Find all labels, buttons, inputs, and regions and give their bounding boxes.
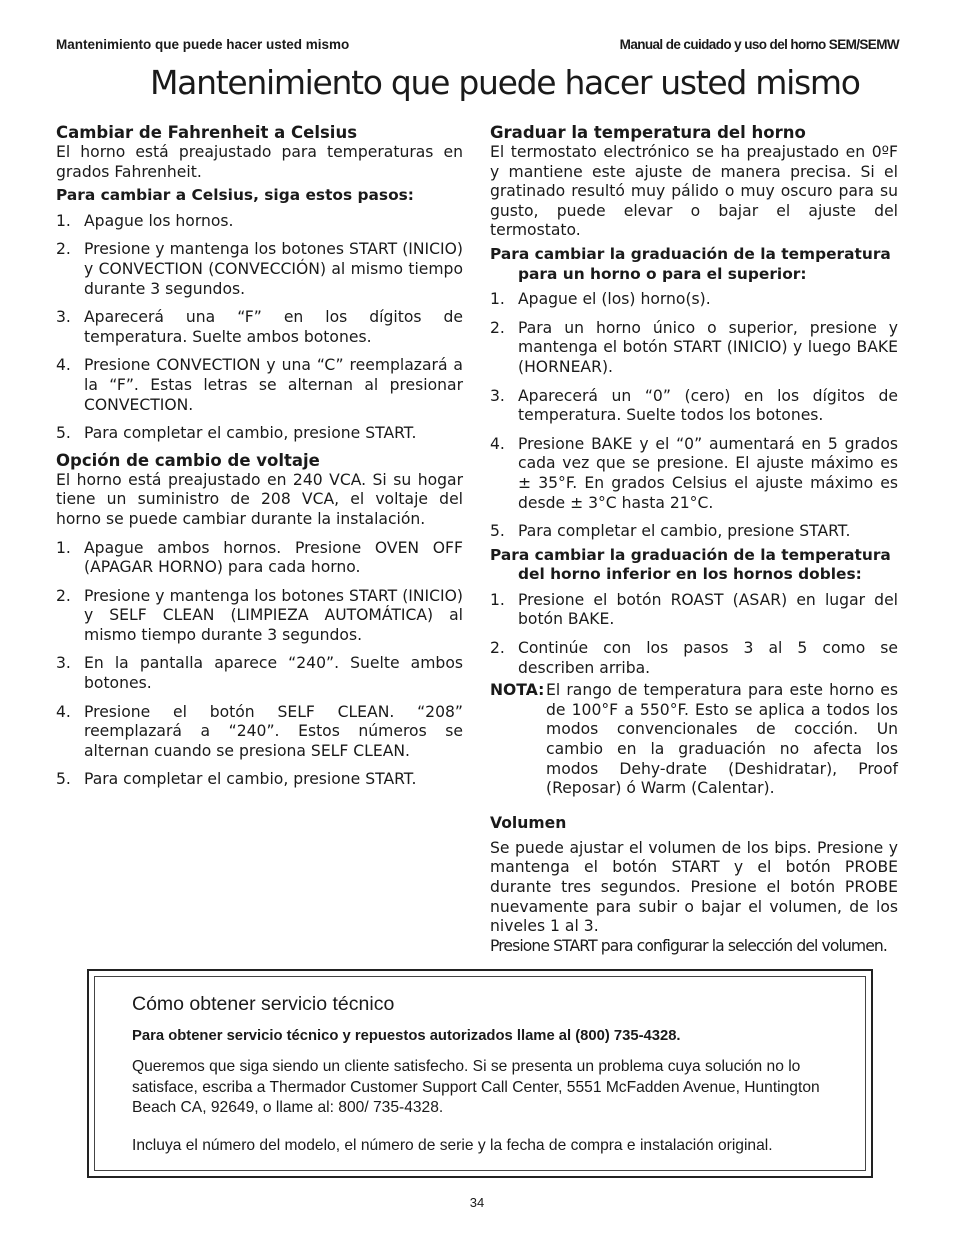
step-text: Presione el botón SELF CLEAN. “208” reemplazará a “240”. Estos números se alternan cuando se presiona SELF CLEAN.	[84, 702, 463, 760]
temperature-lead-lower: Para cambiar la graduación de la temperatura del horno inferior en los hornos dobles:	[490, 545, 891, 584]
note	[490, 681, 898, 799]
step-number: 4.	[56, 356, 71, 375]
step-text: Aparecerá un “0” (cero) en los dígitos de temperatura. Suelte todos los botones.	[518, 386, 898, 425]
step-text: Presione y mantenga los botones START (INICIO) y CONVECTION (CONVECCIÓN) al mismo tiempo durante 3 segundos.	[84, 240, 463, 298]
step-number: 3.	[56, 654, 71, 673]
service-body-2: Incluya el número del modelo, el número de serie y la fecha de compra e instalación original.	[132, 1137, 773, 1154]
step-text: Para un horno único o superior, presione y mantenga el botón START (INICIO) y luego BAKE (HORNEAR).	[518, 318, 898, 376]
step-text: Aparecerá una “F” en los dígitos de temperatura. Suelte ambos botones.	[84, 308, 463, 346]
step-number: 4.	[490, 434, 505, 453]
step-text: Para completar el cambio, presione START.	[84, 770, 417, 789]
right-column	[490, 123, 898, 956]
page-title: Mantenimiento que puede hacer usted mismo	[150, 63, 860, 102]
left-column	[56, 123, 463, 790]
note-label: NOTA:	[490, 681, 545, 700]
temperature-intro: El termostato electrónico se ha preajustado en 0ºF y mantiene este ajuste de manera precisa. Si el gratinado resultó muy pálido o muy oscuro para su gusto, puede elevar o bajar el ajuste del termostato.	[490, 143, 898, 240]
voltage-steps	[56, 539, 463, 791]
list-item	[56, 308, 463, 347]
list-item	[56, 770, 463, 790]
step-text: Presione BAKE y el “0” aumentará en 5 grados cada vez que se presione. El ajuste máximo es ± 35°F. En grados Celsius el ajuste máximo es desde ± 3°C hasta 21°C.	[518, 434, 898, 512]
list-item	[56, 654, 463, 693]
step-number: 1.	[56, 211, 71, 230]
list-item	[56, 424, 463, 444]
list-item	[56, 703, 463, 762]
step-number: 5.	[490, 522, 505, 541]
temperature-steps-upper	[490, 290, 898, 542]
list-item	[56, 240, 463, 299]
step-text: Para completar el cambio, presione START.	[518, 522, 851, 541]
fahrenheit-intro: El horno está preajustado para temperaturas en grados Fahrenheit.	[56, 143, 463, 181]
step-number: 4.	[56, 702, 71, 721]
step-text: Para completar el cambio, presione START.	[84, 424, 417, 443]
temperature-heading: Graduar la temperatura del horno	[490, 123, 806, 142]
step-number: 3.	[490, 386, 505, 405]
step-text: Apague ambos hornos. Presione OVEN OFF (APAGAR HORNO) para cada horno.	[84, 538, 463, 577]
temperature-lead-upper: Para cambiar la graduación de la temperatura para un horno o para el superior:	[490, 244, 891, 283]
service-body: Queremos que siga siendo un cliente satisfecho. Si se presenta un problema cuya solución no lo satisface, escriba a Thermador Customer Support Call Center, 5551 McFadden Avenue, Huntington Beach CA, 92649, o llame al: 800/ 735-4328.	[132, 1058, 820, 1116]
step-text: Continúe con los pasos 3 al 5 como se describen arriba.	[518, 639, 898, 677]
voltage-intro: El horno está preajustado en 240 VCA. Si su hogar tiene un suministro de 208 VCA, el voltaje del horno se puede cambiar durante la instalación.	[56, 470, 463, 528]
list-item	[56, 356, 463, 415]
step-text: En la pantalla aparece “240”. Suelte ambos botones.	[84, 654, 463, 693]
step-number: 2.	[56, 586, 71, 605]
voltage-heading: Opción de cambio de voltaje	[56, 450, 320, 470]
volume-text: Se puede ajustar el volumen de los bips. Presione y mantenga el botón START y el botón PROBE durante tres segundos. Presione el botón PROBE nuevamente para subir o bajar el volumen, de los niveles 1 al 3.	[490, 838, 898, 936]
step-text: Presione y mantenga los botones START (INICIO) y SELF CLEAN (LIMPIEZA AUTOMÁTICA) al mismo tiempo durante 3 segundos.	[84, 586, 463, 644]
service-lead: Para obtener servicio técnico y repuestos autorizados llame al (800) 735-4328.	[132, 1028, 681, 1044]
list-item	[490, 387, 898, 426]
step-text: Presione el botón ROAST (ASAR) en lugar del botón BAKE.	[518, 590, 898, 629]
volume-text-last: Presione START para configurar la selección del volumen.	[490, 936, 887, 955]
fahrenheit-heading: Cambiar de Fahrenheit a Celsius	[56, 123, 358, 142]
fahrenheit-steps	[56, 212, 463, 444]
list-item	[56, 212, 463, 232]
step-number: 1.	[490, 290, 505, 309]
step-text: Presione CONVECTION y una “C” reemplazará a la “F”. Estas letras se alternan al presionar CONVECTION.	[84, 356, 463, 414]
list-item	[56, 587, 463, 646]
running-header-right: Manual de cuidado y uso del horno SEM/SEMW	[619, 37, 899, 52]
step-number: 5.	[56, 770, 71, 789]
step-number: 2.	[490, 318, 505, 337]
step-number: 1.	[56, 538, 71, 557]
step-number: 1.	[490, 590, 505, 609]
service-box	[87, 969, 873, 1178]
fahrenheit-lead: Para cambiar a Celsius, siga estos pasos:	[56, 186, 414, 205]
temperature-steps-lower	[490, 591, 898, 678]
list-item	[490, 435, 898, 513]
list-item	[490, 639, 898, 678]
list-item	[56, 539, 463, 578]
list-item	[490, 290, 898, 310]
page-number: 34	[469, 1195, 485, 1210]
list-item	[490, 522, 898, 542]
running-header-left: Mantenimiento que puede hacer usted mismo	[56, 37, 350, 52]
step-text: Apague los hornos.	[84, 211, 234, 230]
note-text: El rango de temperatura para este horno es de 100°F a 550°F. Esto se aplica a todos los modos convencionales de cocción. Un cambio en la graduación no afecta los modos Dehy-drate (Deshidratar), Proof (Reposar) ó Warm (Calentar).	[546, 681, 898, 798]
step-number: 3.	[56, 308, 71, 327]
step-number: 2.	[56, 240, 71, 259]
volume-heading: Volumen	[490, 813, 567, 832]
service-title: Cómo obtener servicio técnico	[132, 993, 395, 1015]
list-item	[490, 591, 898, 630]
step-number: 2.	[490, 639, 505, 658]
step-text: Apague el (los) horno(s).	[518, 290, 711, 309]
list-item	[490, 319, 898, 378]
service-box-inner	[94, 976, 866, 1171]
step-number: 5.	[56, 424, 71, 443]
